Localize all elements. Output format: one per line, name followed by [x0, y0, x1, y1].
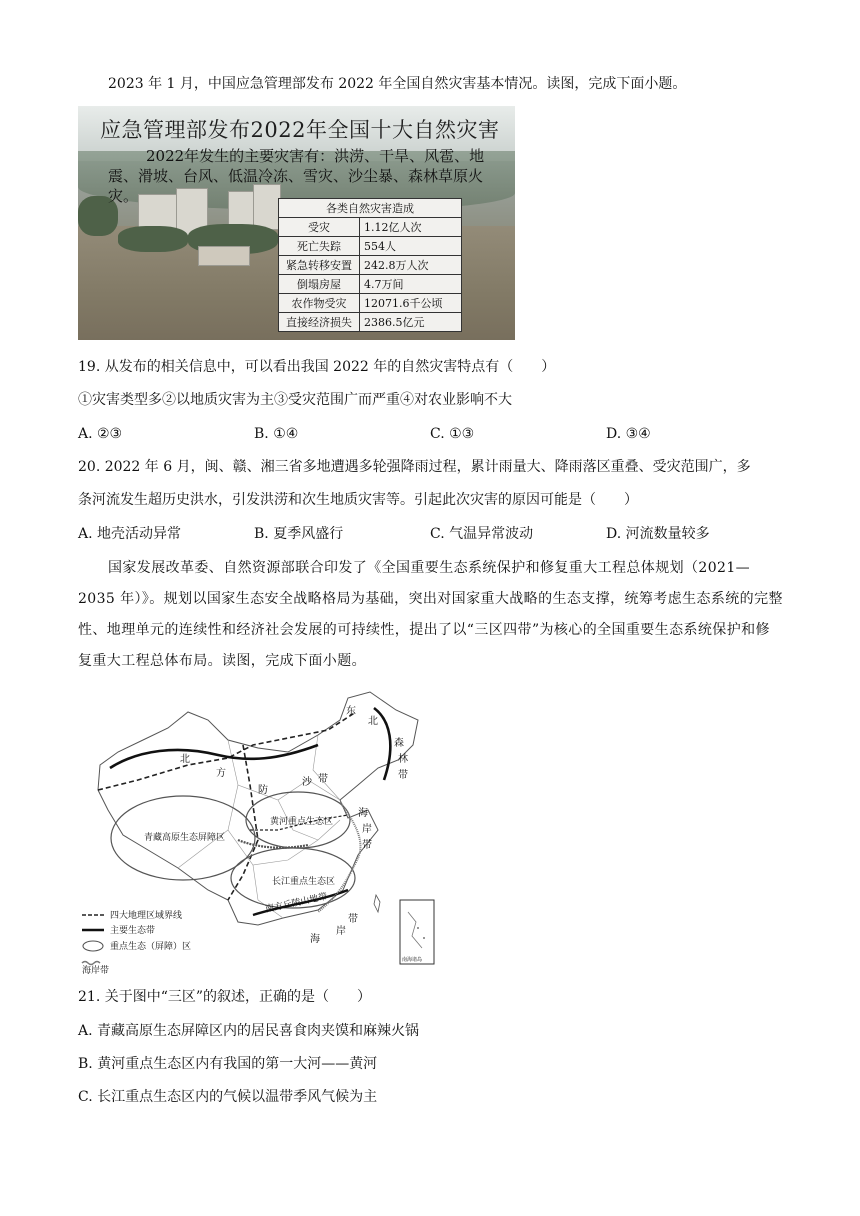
q19-option-c[interactable]: C. ①③ [430, 426, 475, 442]
table-row: 农作物受灾 12071.6千公顷 [279, 294, 462, 313]
q19-statements: ①灾害类型多②以地质灾害为主③受灾范围广而严重④对农业影响不大 [78, 392, 512, 408]
table-row: 紧急转移安置 242.8万人次 [279, 256, 462, 275]
map-label-yangtze: 长江重点生态区 [272, 877, 336, 887]
table-row: 直接经济损失 2386.5亿元 [279, 313, 462, 332]
map-label-north-1: 北 [180, 754, 190, 765]
map-label-coast-b3: 带 [348, 914, 358, 925]
ecological-zones-map [78, 690, 440, 975]
map-label-ne-1: 东 [346, 706, 356, 717]
table-row: 死亡失踪 554人 [279, 237, 462, 256]
map-label-qinghai-tibet: 青藏高原生态屏障区 [144, 833, 226, 843]
q19-option-d[interactable]: D. ③④ [606, 426, 651, 442]
q21-option-a[interactable]: A. 青藏高原生态屏障区内的居民喜食肉夹馍和麻辣火锅 [78, 1023, 420, 1039]
q19-option-b[interactable]: B. ①④ [254, 426, 299, 442]
q21-option-b[interactable]: B. 黄河重点生态区内有我国的第一大河——黄河 [78, 1056, 378, 1072]
map-label-ne-5: 带 [398, 770, 408, 781]
map-label-north-3: 防 [258, 785, 268, 796]
south-sea-inset [400, 900, 434, 964]
map-legend [82, 909, 191, 975]
map-label-coast-a1: 海 [358, 808, 368, 819]
q20-option-d[interactable]: D. 河流数量较多 [606, 526, 710, 542]
map-label-north-5: 带 [318, 774, 328, 785]
map-label-coast-a3: 带 [362, 840, 372, 851]
table-row: 受灾 1.12亿人次 [279, 218, 462, 237]
south-sea-inset-label: 南海诸岛 [402, 957, 423, 963]
map-label-ne-4: 林 [398, 754, 408, 765]
table-row: 倒塌房屋 4.7万间 [279, 275, 462, 294]
q20-stem-line1: 20. 2022 年 6 月，闽、赣、湘三省多地遭遇多轮强降雨过程，累计雨量大、降雨落区重叠、受灾范围广，多 [78, 459, 751, 475]
map-label-south-hills: 南方丘陵山地带 [264, 892, 329, 915]
q20-option-c[interactable]: C. 气温异常波动 [430, 526, 534, 542]
map-label-ne-3: 森 [394, 738, 404, 749]
map-label-ne-2: 北 [368, 716, 378, 727]
map-label-coast-b2: 岸 [336, 926, 346, 937]
q21-option-c[interactable]: C. 长江重点生态区内的气候以温带季风气候为主 [78, 1089, 378, 1105]
intro-text-2: 国家发展改革委、自然资源部联合印发了《全国重要生态系统保护和修复重大工程总体规划（2021—2035 年）》。规划以国家生态安全战略格局为基础，突出对国家重大战略的生态支撑，统筹考虑生态系统的完整性、地理单元的连续性和经济社会发展的可持续性，提出了以“三区四带”为核心的全国重要生态系统保护和修复重大工程总体布局。读图，完成下面小题。 [78, 560, 783, 669]
poster-title: 应急管理部发布2022年全国十大自然灾害 [100, 118, 500, 142]
legend-coastal-belt: 海岸带 [82, 966, 110, 975]
q20-option-a[interactable]: A. 地壳活动异常 [78, 526, 182, 542]
map-label-coast-a2: 岸 [362, 824, 372, 835]
disaster-stats-table [278, 198, 462, 332]
legend-key-zone: 重点生态（屏障）区 [110, 942, 192, 952]
map-label-yellow-river: 黄河重点生态区 [270, 817, 334, 827]
q20-stem-line2: 条河流发生超历史洪水，引发洪涝和次生地质灾害等。引起此次灾害的原因可能是（ ） [78, 492, 638, 508]
intro-text-1: 2023 年 1 月，中国应急管理部发布 2022 年全国自然灾害基本情况。读图，完成下面小题。 [108, 76, 687, 92]
poster-subtitle: 2022年发生的主要灾害有：洪涝、干旱、风雹、地震、滑坡、台风、低温冷冻、雪灾、沙尘暴、森林草原火灾。 [108, 147, 485, 205]
table-header: 各类自然灾害造成 [279, 199, 462, 218]
q19-option-a[interactable]: A. ②③ [78, 426, 123, 442]
q21-stem: 21. 关于图中“三区”的叙述，正确的是（ ） [78, 989, 372, 1005]
map-label-north-2: 方 [216, 768, 226, 779]
q20-option-b[interactable]: B. 夏季风盛行 [254, 526, 344, 542]
legend-main-belt: 主要生态带 [110, 926, 156, 936]
legend-region-boundary: 四大地理区域界线 [110, 911, 183, 921]
q19-stem: 19. 从发布的相关信息中，可以看出我国 2022 年的自然灾害特点有（ ） [78, 359, 556, 375]
map-label-coast-b1: 海 [310, 934, 320, 945]
disaster-poster-image [78, 106, 515, 340]
map-label-north-4: 沙 [302, 777, 312, 788]
